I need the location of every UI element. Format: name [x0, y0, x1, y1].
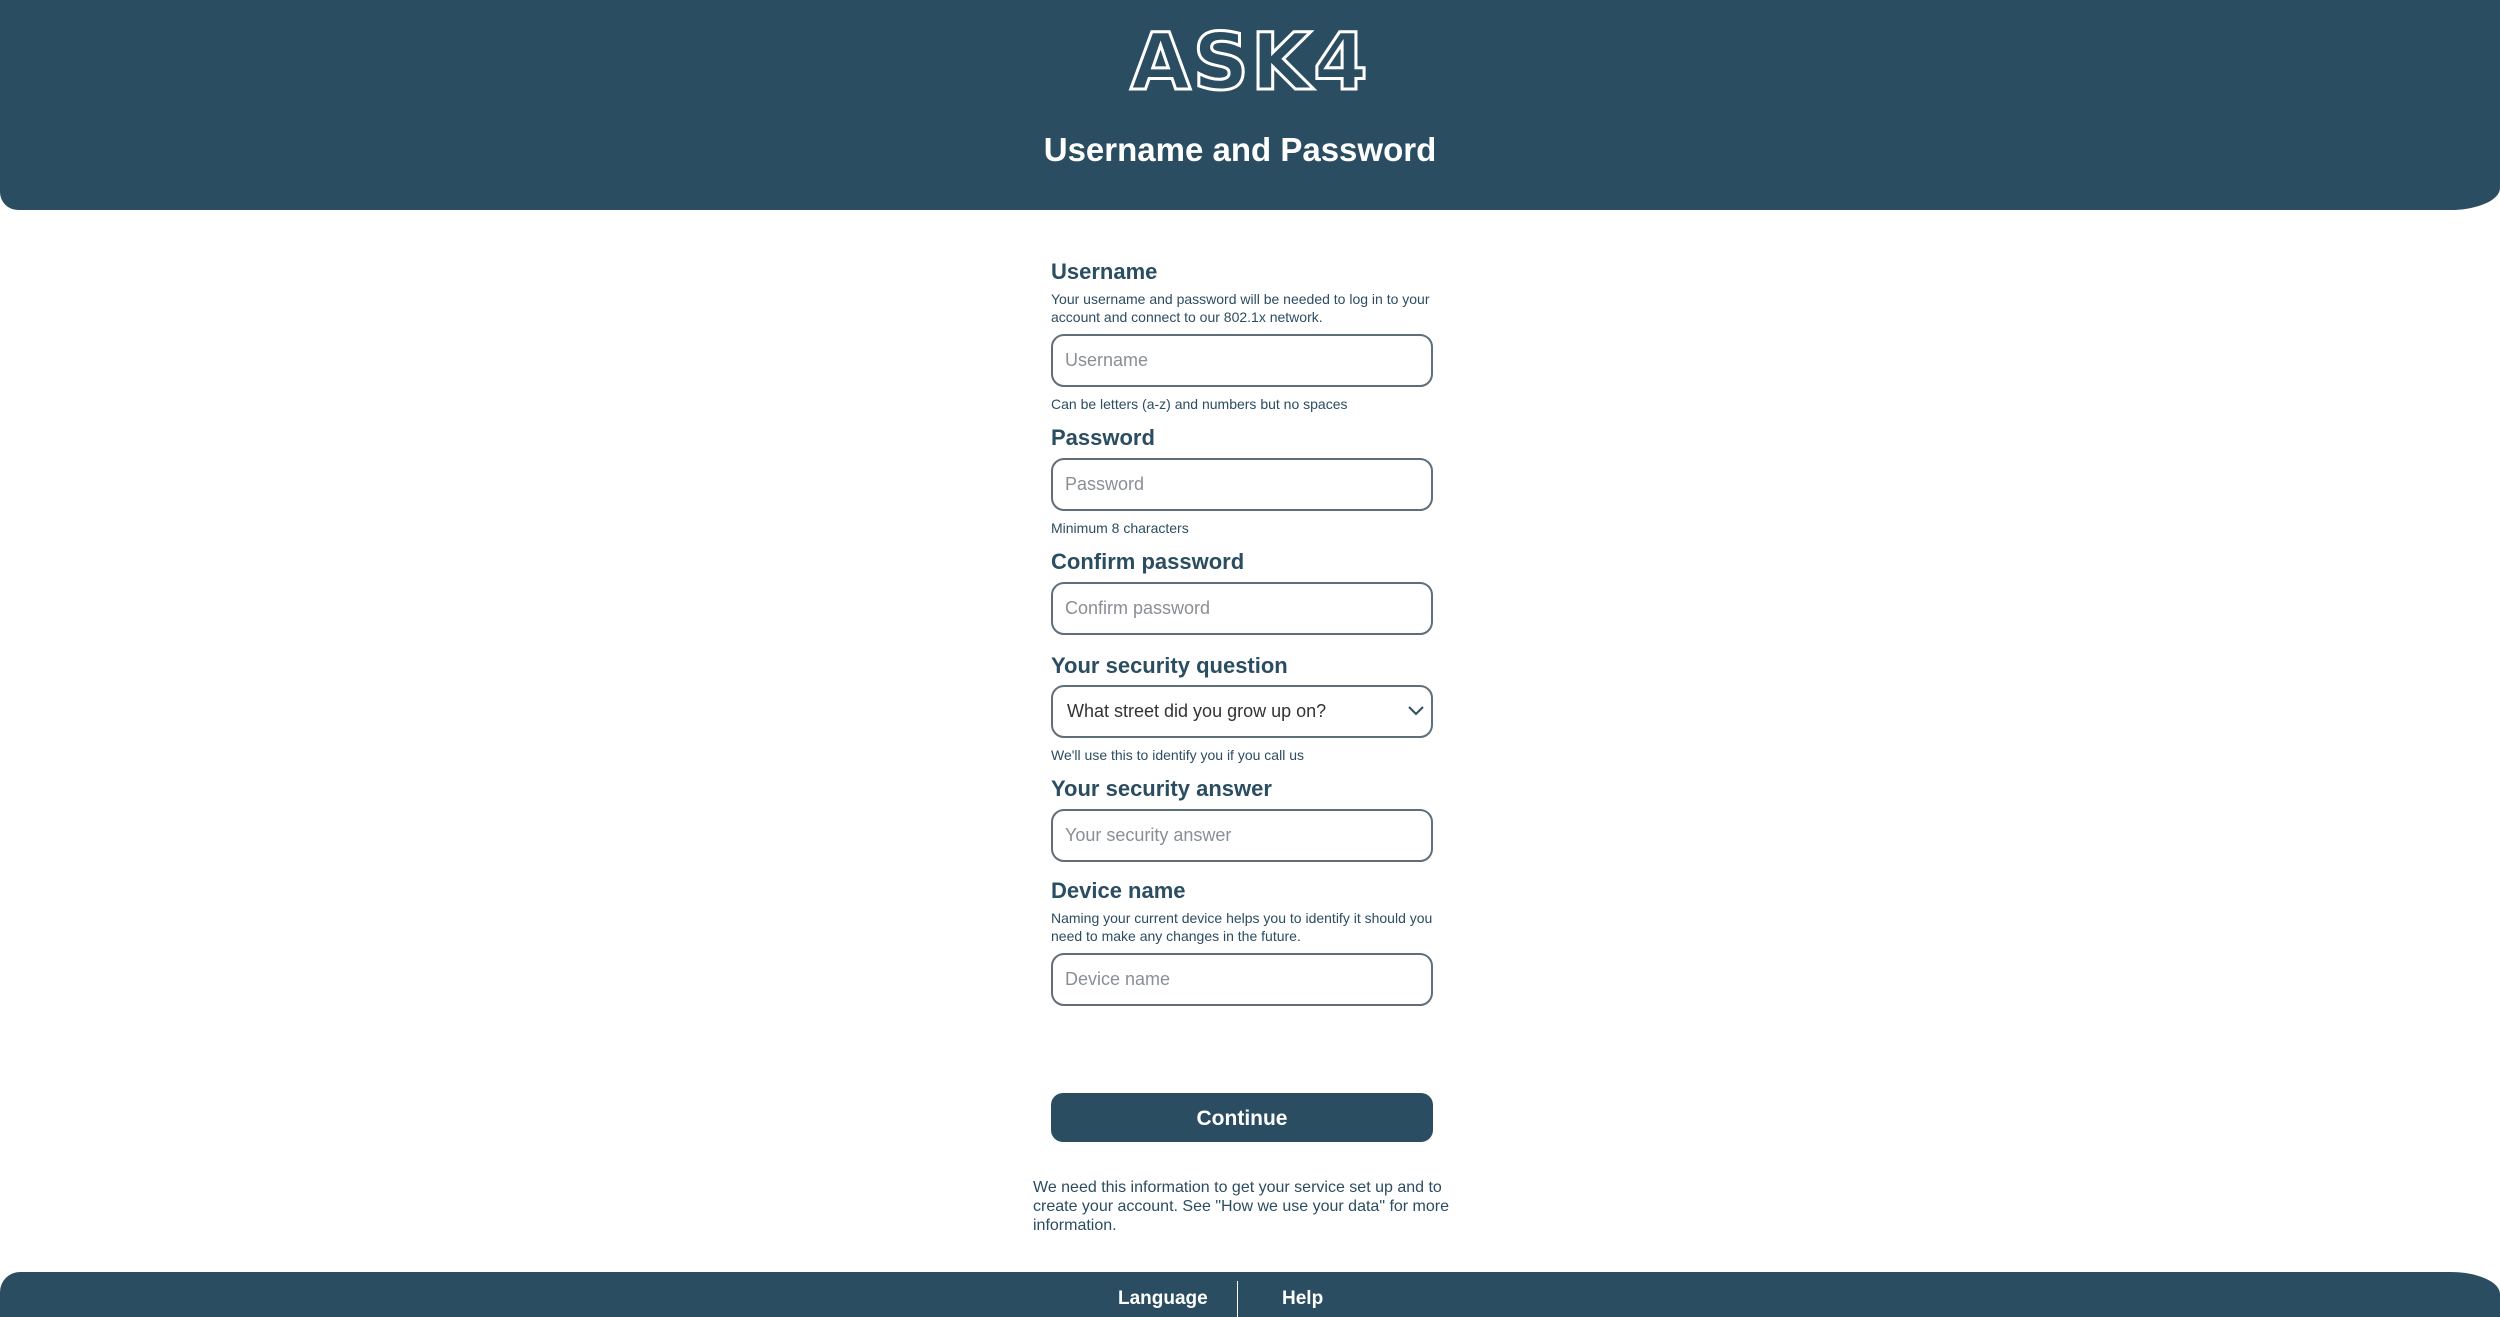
device-name-input[interactable] — [1051, 953, 1433, 1006]
continue-button[interactable]: Continue — [1051, 1093, 1433, 1142]
password-group — [1051, 424, 1433, 537]
data-usage-info: We need this information to get your service set up and to create your account. See "How we use your data" for more information. — [1033, 1179, 1450, 1234]
security-question-select[interactable] — [1051, 685, 1433, 738]
page-header — [0, 0, 2500, 210]
password-label: Password — [1051, 425, 1155, 450]
username-hint: Can be letters (a-z) and numbers but no spaces — [1051, 396, 1348, 412]
confirm-password-group — [1051, 548, 1433, 635]
password-input[interactable] — [1051, 458, 1433, 511]
device-name-label: Device name — [1051, 878, 1186, 903]
footer-divider — [1237, 1281, 1238, 1317]
confirm-password-input[interactable] — [1051, 582, 1433, 635]
security-question-hint: We'll use this to identify you if you call us — [1051, 747, 1304, 763]
page-title: Username and Password — [1043, 131, 1437, 168]
page-footer — [0, 1272, 2500, 1317]
chevron-down-icon — [1407, 701, 1425, 719]
username-group — [1051, 258, 1433, 413]
username-description: Your username and password will be needed to log in to your account and connect to our 802.1x network. — [1051, 291, 1430, 325]
username-input[interactable] — [1051, 334, 1433, 387]
language-link[interactable]: Language — [1118, 1288, 1208, 1309]
username-label: Username — [1051, 259, 1158, 284]
security-question-value: What street did you grow up on? — [1051, 685, 1433, 738]
device-name-group — [1051, 877, 1433, 1006]
device-name-description: Naming your current device helps you to identify it should you need to make any changes in the future. — [1051, 910, 1433, 944]
ask4-logo: ASK4 — [1130, 18, 1370, 108]
registration-form — [1051, 258, 1433, 1006]
security-answer-input[interactable] — [1051, 809, 1433, 862]
security-answer-label: Your security answer — [1051, 776, 1272, 801]
security-answer-group — [1051, 775, 1433, 862]
help-link[interactable]: Help — [1282, 1288, 1324, 1309]
security-question-group — [1051, 652, 1433, 764]
confirm-password-label: Confirm password — [1051, 549, 1245, 574]
password-hint: Minimum 8 characters — [1051, 520, 1189, 536]
security-question-label: Your security question — [1051, 653, 1288, 678]
